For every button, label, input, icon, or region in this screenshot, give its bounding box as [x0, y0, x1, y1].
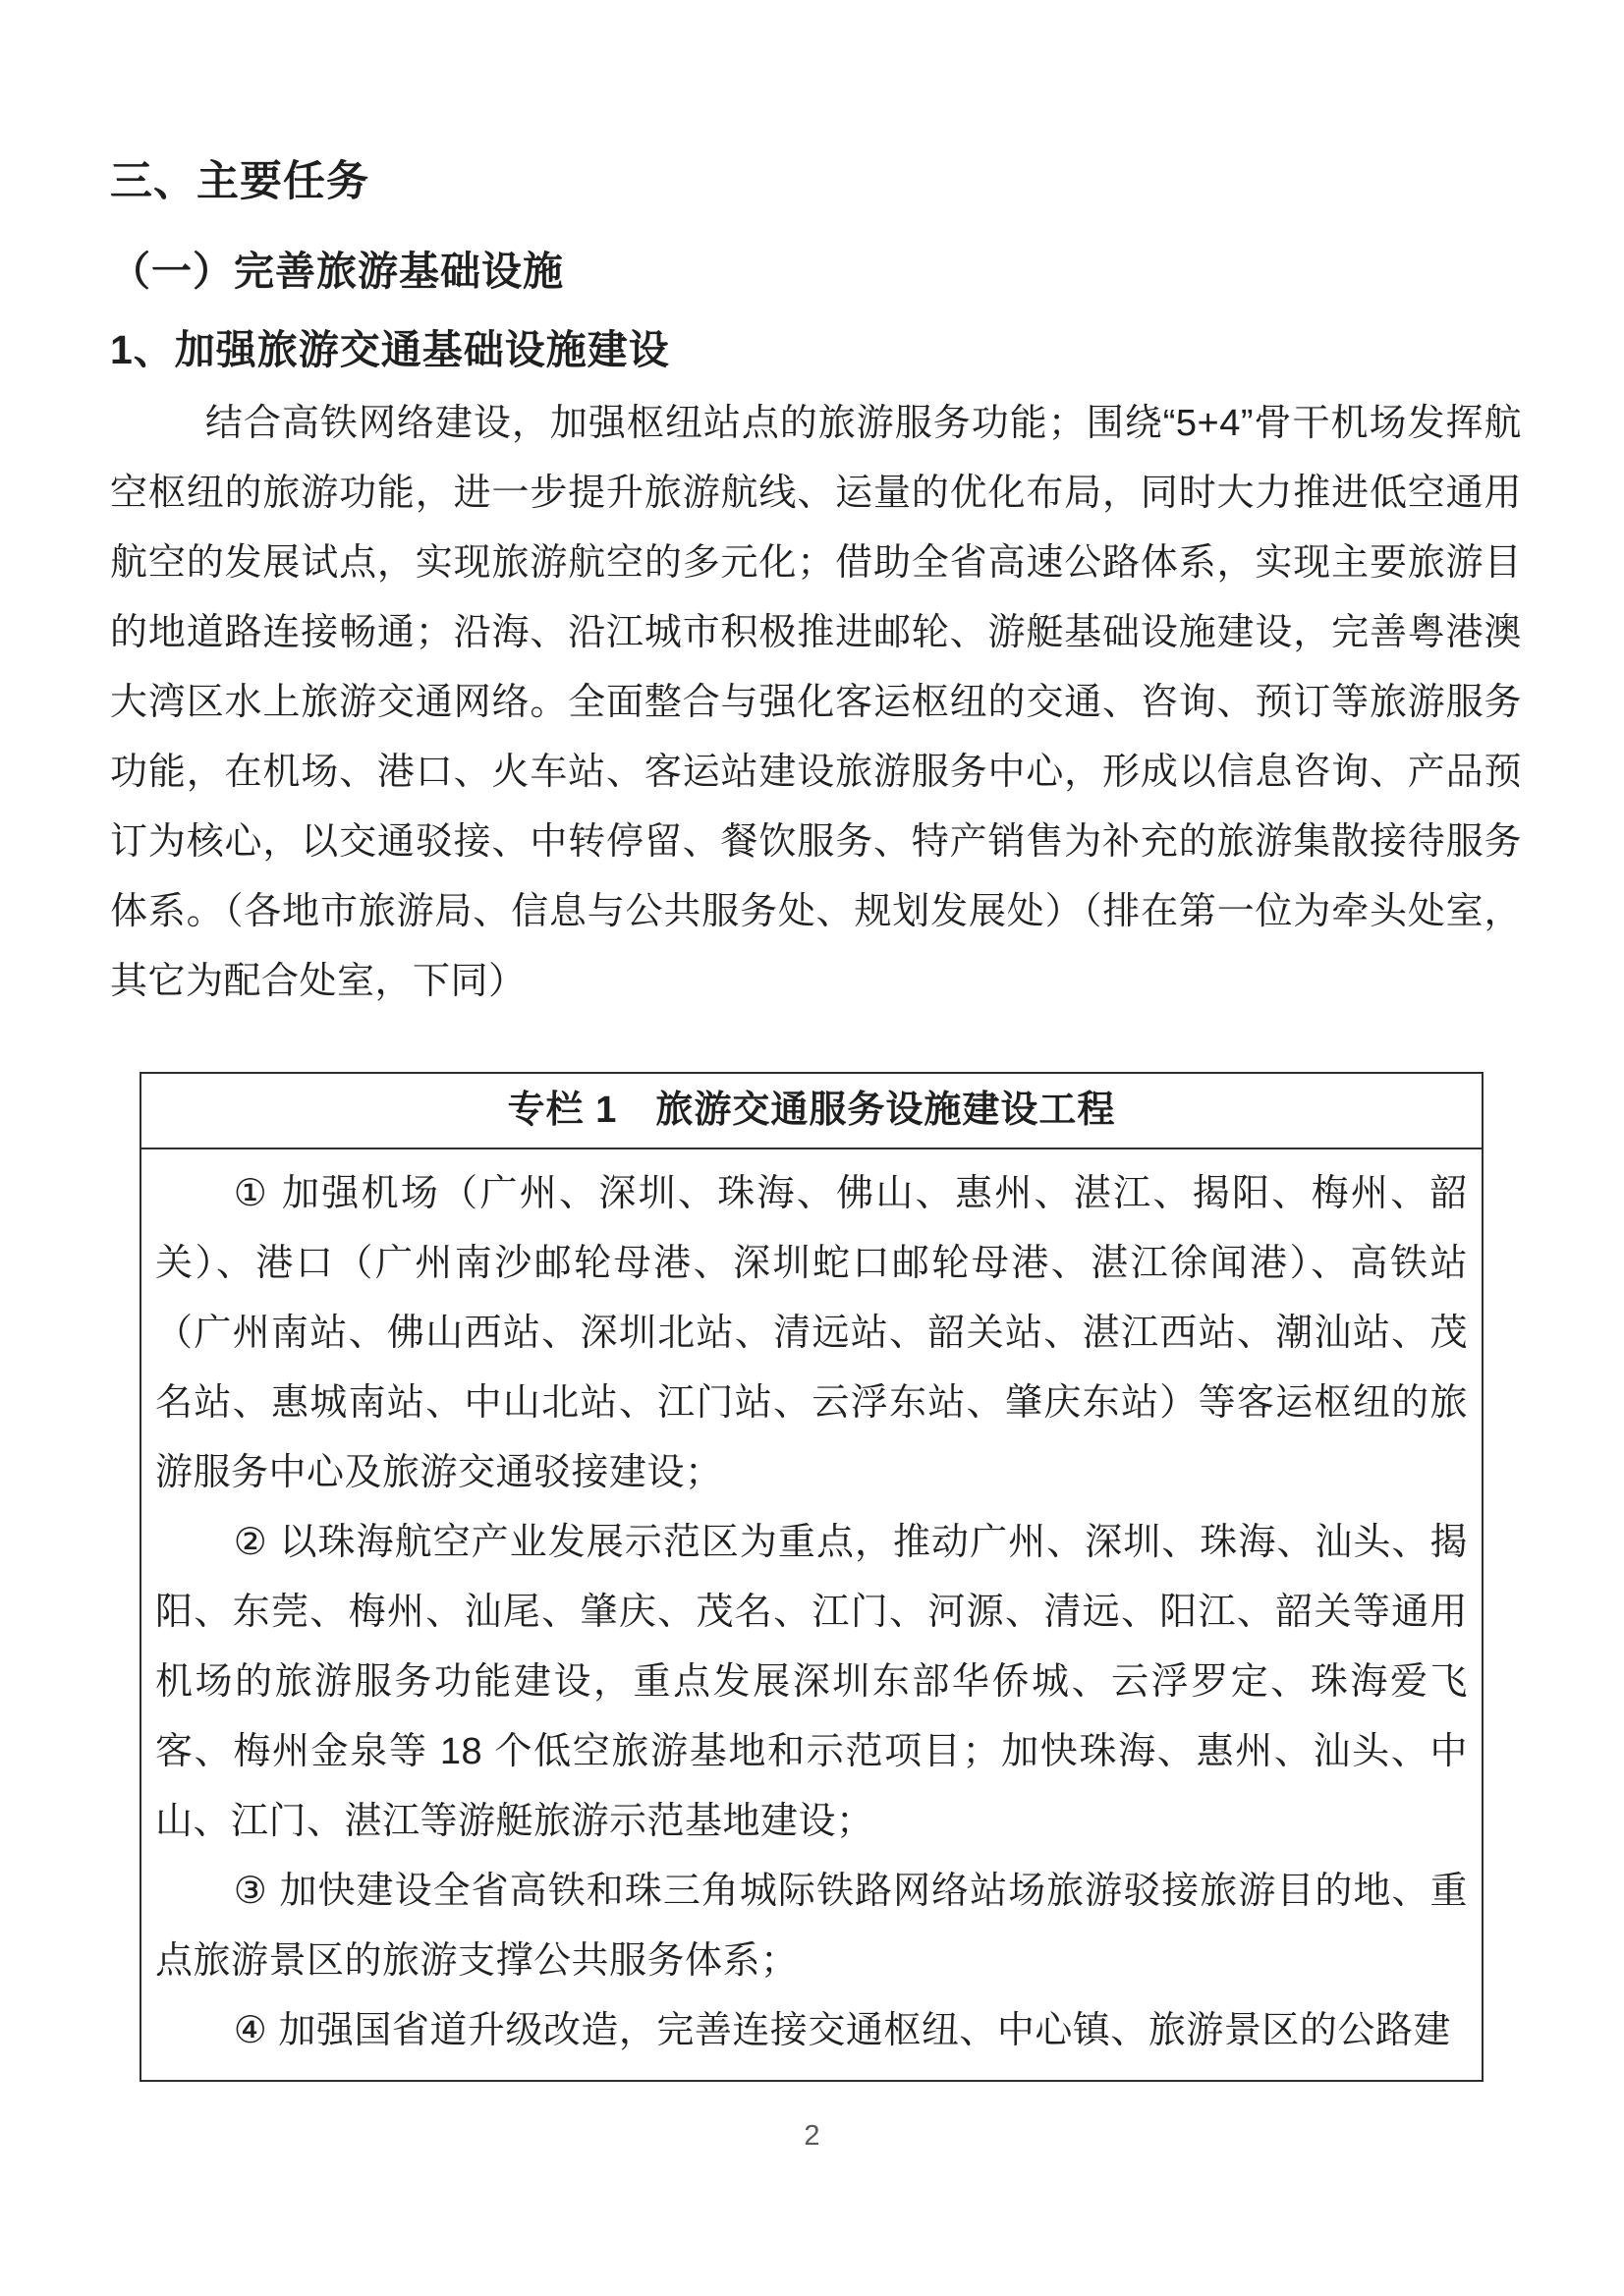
- section-heading: 三、主要任务: [110, 158, 369, 205]
- special-column-title: 专栏 1 旅游交通服务设施建设工程: [141, 1074, 1482, 1149]
- page-number: 2: [804, 2120, 820, 2152]
- panel-item-2: ② 以珠海航空产业发展示范区为重点，推动广州、深圳、珠海、汕头、揭阳、东莞、梅州、汕尾、肇庆、茂名、江门、河源、清远、阳江、韶关等通用机场的旅游服务功能建设，重点发展深圳东部华侨城、云浮罗定、珠海爱飞客、梅州金泉等 18 个低空旅游基地和示范项目；加快珠海、惠州、汕头、中山、江门、湛江等游艇旅游示范基地建设；: [155, 1522, 1468, 1842]
- panel-item-4: ④ 加强国省道升级改造，完善连接交通枢纽、中心镇、旅游景区的公路建: [233, 2010, 1451, 2051]
- clause-heading: 1、加强旅游交通基础设施建设: [110, 327, 670, 372]
- subsection-heading: （一）完善旅游基础设施: [110, 249, 564, 294]
- panel-item-3: ③ 加快建设全省高铁和珠三角城际铁路网络站场旅游驳接旅游目的地、重点旅游景区的旅游支撑公共服务体系；: [155, 1871, 1468, 1982]
- special-column-body: [141, 1149, 1482, 2080]
- panel-item-1: ① 加强机场（广州、深圳、珠海、佛山、惠州、湛江、揭阳、梅州、韶关）、港口（广州南沙邮轮母港、深圳蛇口邮轮母港、湛江徐闻港）、高铁站（广州南站、佛山西站、深圳北站、清远站、韶关站、湛江西站、潮汕站、茂名站、惠城南站、中山北站、江门站、云浮东站、肇庆东站）等客运枢纽的旅游服务中心及旅游交通驳接建设；: [155, 1173, 1468, 1493]
- special-column-box: [140, 1072, 1484, 2082]
- body-paragraph: 结合高铁网络建设，加强枢纽站点的旅游服务功能；围绕“5+4”骨干机场发挥航空枢纽的旅游功能，进一步提升旅游航线、运量的优化布局，同时大力推进低空通用航空的发展试点，实现旅游航空的多元化；借助全省高速公路体系，实现主要旅游目的地道路连接畅通；沿海、沿江城市积极推进邮轮、游艇基础设施建设，完善粤港澳大湾区水上旅游交通网络。全面整合与强化客运枢纽的交通、咨询、预订等旅游服务功能，在机场、港口、火车站、客运站建设旅游服务中心，形成以信息咨询、产品预订为核心，以交通驳接、中转停留、餐饮服务、特产销售为补充的旅游集散接待服务体系。（各地市旅游局、信息与公共服务处、规划发展处）（排在第一位为牵头处室，其它为配合处室，下同）: [110, 403, 1522, 1002]
